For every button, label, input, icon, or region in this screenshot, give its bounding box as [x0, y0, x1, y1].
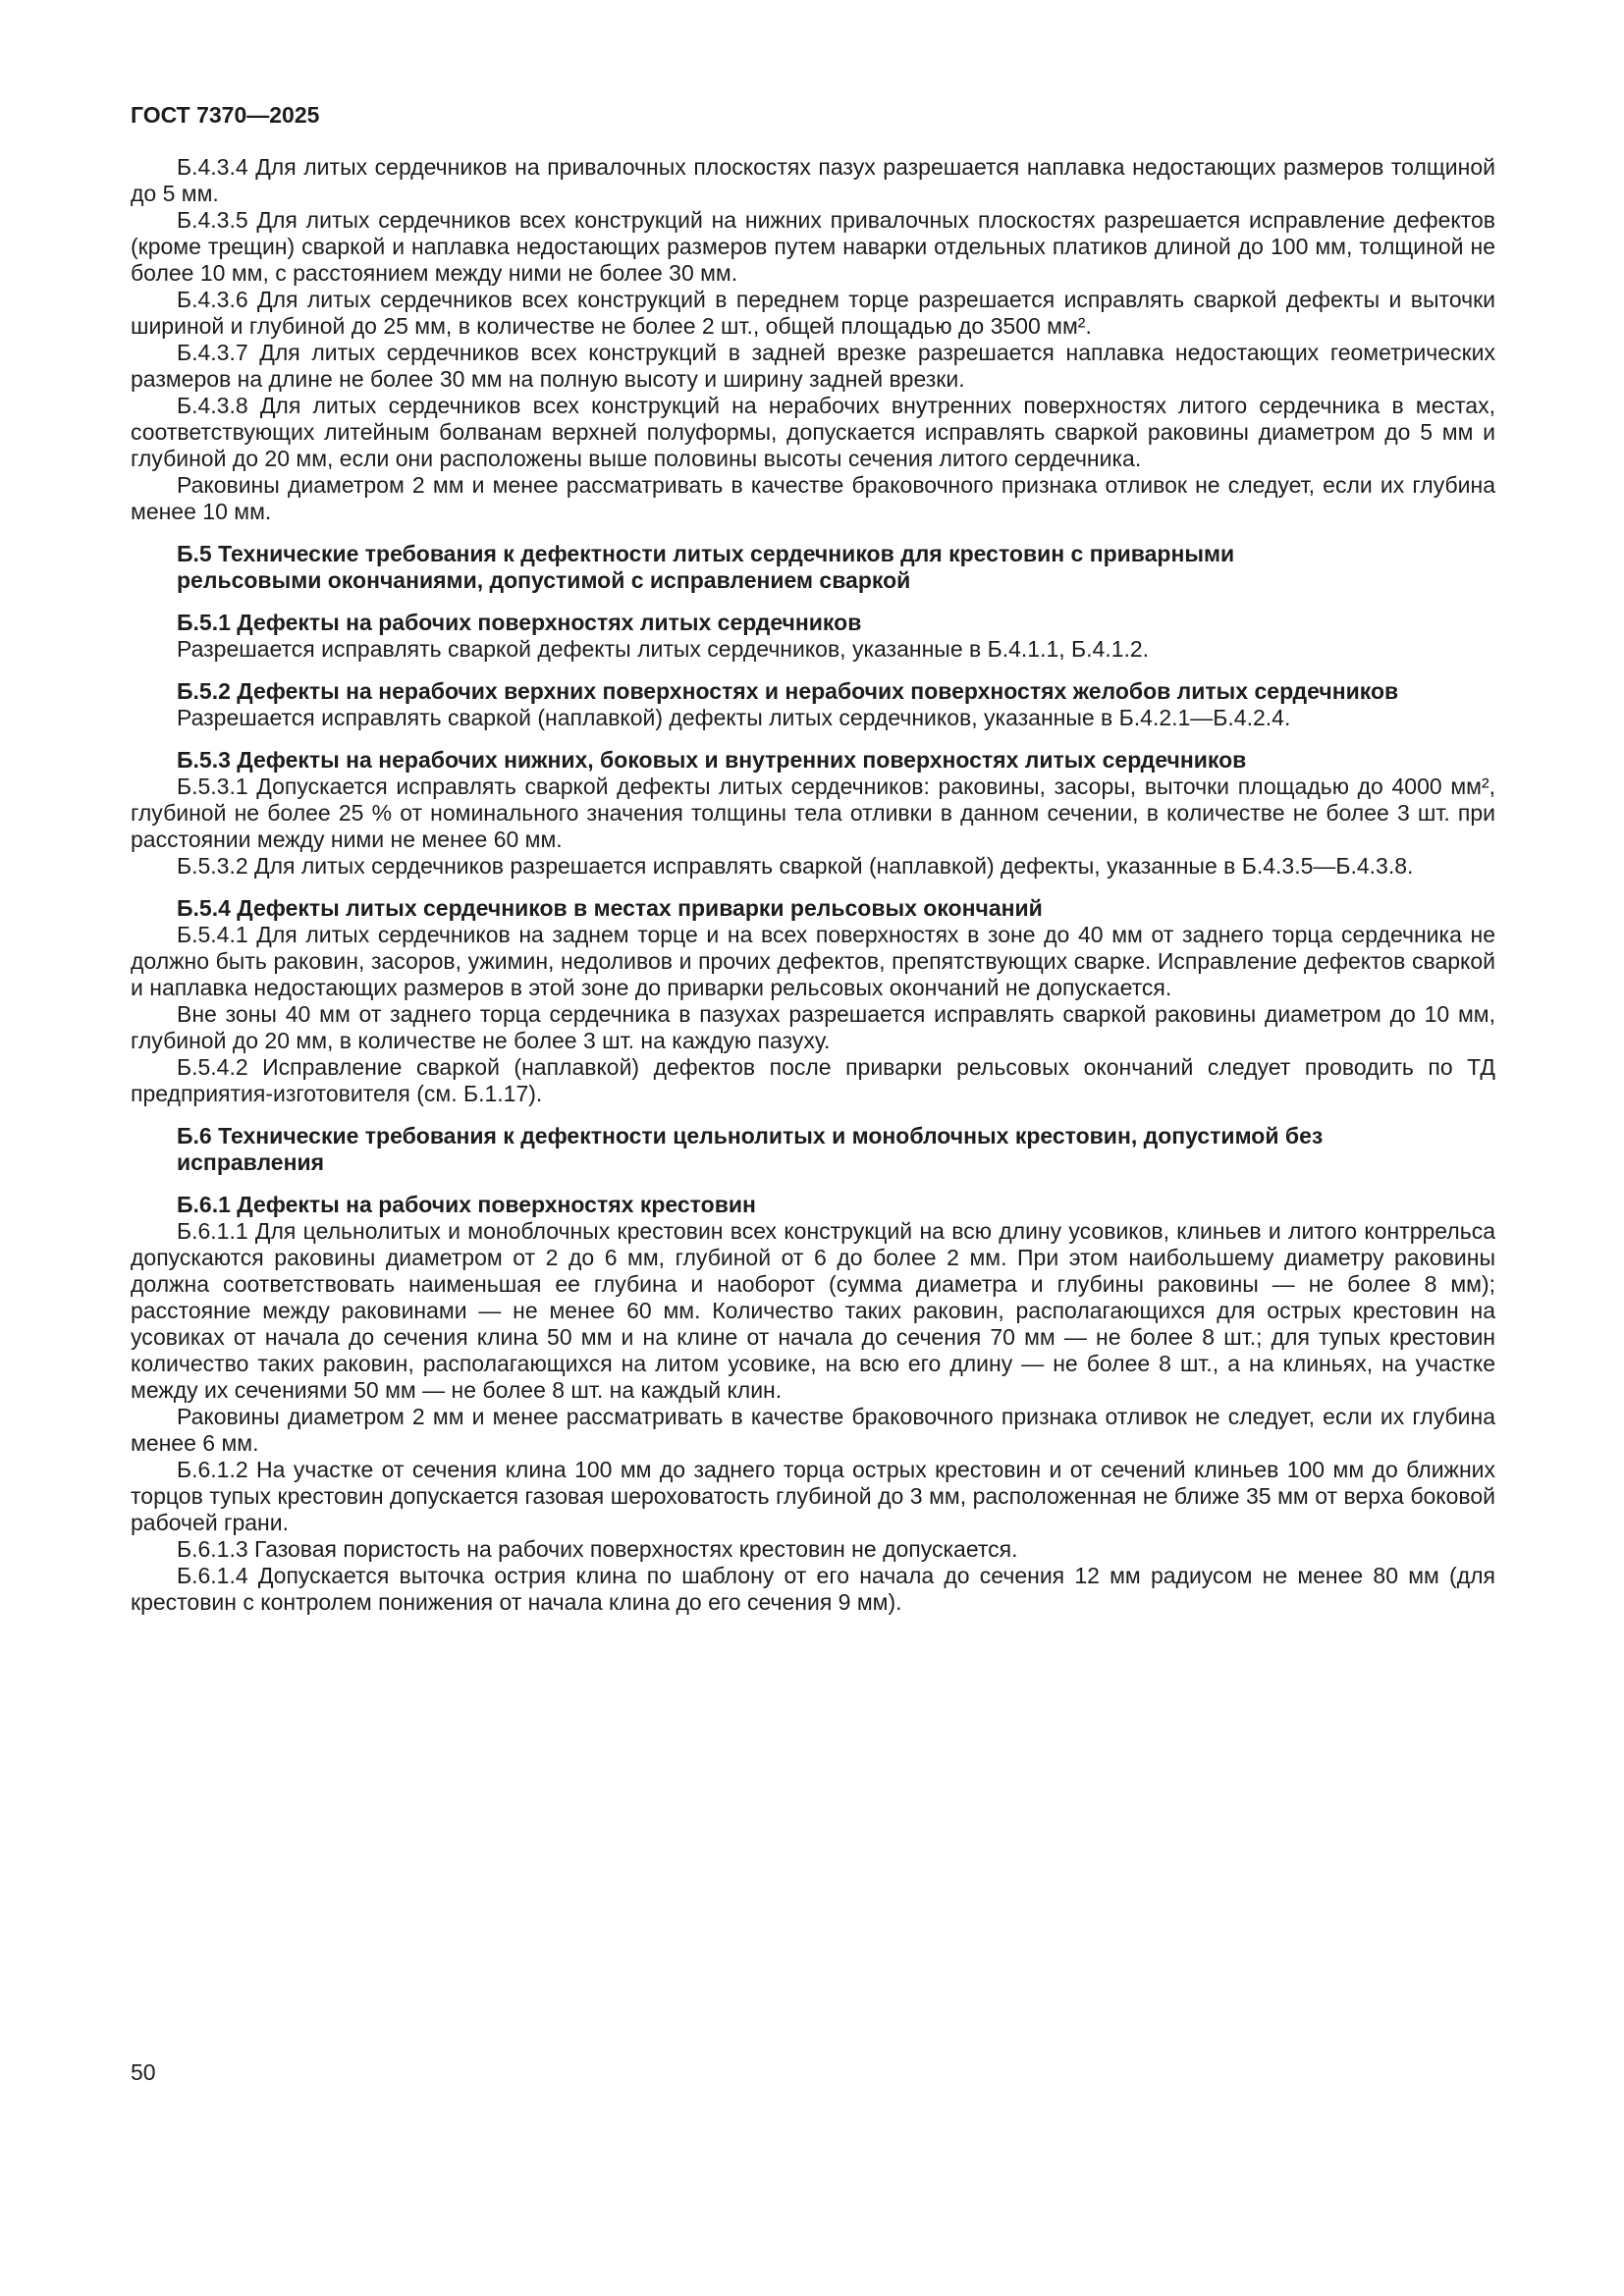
heading-b5-3: Б.5.3 Дефекты на нерабочих нижних, боковых и внутренних поверхностях литых сердечников: [177, 747, 1247, 773]
heading-b5-1: Б.5.1 Дефекты на рабочих поверхностях литых сердечников: [177, 610, 862, 635]
document-header: ГОСТ 7370—2025: [131, 102, 320, 128]
para-b434: Б.4.3.4 Для литых сердечников на привалочных плоскостях пазух разрешается наплавка недостающих размеров толщиной до 5 мм.: [131, 154, 1495, 206]
para-b437: Б.4.3.7 Для литых сердечников всех конструкций в задней врезке разрешается наплавка недостающих геометрических размеров на длине не более 30 мм на полную высоту и ширину задней врезки.: [131, 340, 1495, 392]
para-b541: Б.5.4.1 Для литых сердечников на заднем торце и на всех поверхностях в зоне до 40 мм от заднего торца сердечника не должно быть раковин, засоров, ужимин, недоливов и прочих дефектов, препятствующих сварке. Исправление дефектов сваркой и наплавка недостающих размеров в этой зоне до приварки рельсовых окончаний не допускается.: [131, 922, 1495, 1000]
para-b436: Б.4.3.6 Для литых сердечников всех конструкций в переднем торце разрешается исправлять сваркой дефекты и выточки шириной и глубиной до 25 мм, в количестве не более 2 шт., общей площадью до 3500 мм².: [131, 287, 1495, 339]
para-b612: Б.6.1.2 На участке от сечения клина 100 мм до заднего торца острых крестовин и от сечений клиньев 100 мм до ближних торцов тупых крестовин допускается газовая шероховатость глубиной до 3 мм, расположенная не ближе 35 мм от верха боковой рабочей грани.: [131, 1457, 1495, 1535]
page-number: 50: [131, 2059, 156, 2085]
para-shells-note-2: Раковины диаметром 2 мм и менее рассматривать в качестве браковочного признака отливок не следует, если их глубина менее 6 мм.: [131, 1404, 1495, 1456]
heading-b6: Б.6 Технические требования к дефектности цельнолитых и моноблочных крестовин, допустимой без исправления: [177, 1123, 1324, 1175]
para-shells-note-1: Раковины диаметром 2 мм и менее рассматривать в качестве браковочного признака отливок не следует, если их глубина менее 10 мм.: [131, 472, 1495, 524]
para-b542: Б.5.4.2 Исправление сваркой (наплавкой) дефектов после приварки рельсовых окончаний следует проводить по ТД предприятия-изготовителя (см. Б.1.17).: [131, 1054, 1495, 1106]
heading-b5: Б.5 Технические требования к дефектности литых сердечников для крестовин с приварными рельсовыми окончаниями, допустимой с исправлением сваркой: [177, 541, 1235, 593]
para-b613: Б.6.1.3 Газовая пористость на рабочих поверхностях крестовин не допускается.: [177, 1536, 1018, 1562]
para-b51-text: Разрешается исправлять сваркой дефекты литых сердечников, указанные в Б.4.1.1, Б.4.1.2.: [177, 636, 1150, 662]
para-b438: Б.4.3.8 Для литых сердечников всех конструкций на нерабочих внутренних поверхностях литого сердечника в местах, соответствующих литейным болванам верхней полуформы, допускается исправлять сваркой раковины диаметром до 5 мм и глубиной до 20 мм, если они расположены выше половины высоты сечения литого сердечника.: [131, 393, 1495, 471]
document-content: [131, 102, 1495, 1616]
para-b435: Б.4.3.5 Для литых сердечников всех конструкций на нижних привалочных плоскостях разрешается исправление дефектов (кроме трещин) сваркой и наплавка недостающих размеров путем наварки отдельных платиков длиной до 100 мм, толщиной не более 10 мм, с расстоянием между ними не более 30 мм.: [131, 207, 1495, 286]
heading-b6-1: Б.6.1 Дефекты на рабочих поверхностях крестовин: [177, 1192, 756, 1217]
para-b531: Б.5.3.1 Допускается исправлять сваркой дефекты литых сердечников: раковины, засоры, выточки площадью до 4000 мм², глубиной не более 25 % от номинального значения толщины тела отливки в данном сечении, в количестве не более 3 шт. при расстоянии между ними не менее 60 мм.: [131, 774, 1495, 852]
para-b611: Б.6.1.1 Для цельнолитых и моноблочных крестовин всех конструкций на всю длину усовиков, клиньев и литого контррельса допускаются раковины диаметром от 2 до 6 мм, глубиной от 6 до более 2 мм. При этом наибольшему диаметру раковины должна соответствовать наименьшая ее глубина и наоборот (сумма диаметра и глубины раковины — не более 8 мм); расстояние между раковинами — не менее 60 мм. Количество таких раковин, располагающихся для острых крестовин на усовиках от начала до сечения клина 50 мм и на клине от начала до сечения 70 мм — не более 8 шт.; для тупых крестовин количество таких раковин, располагающихся на литом усовике, на всю его длину — не более 8 шт., а на клиньях, на участке между их сечениями 50 мм — не более 8 шт. на каждый клин.: [131, 1218, 1495, 1403]
para-b541-note: Вне зоны 40 мм от заднего торца сердечника в пазухах разрешается исправлять сваркой раковины диаметром до 10 мм, глубиной до 20 мм, в количестве не более 3 шт. на каждую пазуху.: [131, 1001, 1495, 1053]
heading-b5-2: Б.5.2 Дефекты на нерабочих верхних поверхностях и нерабочих поверхностях желобов литых сердечников: [177, 678, 1399, 704]
para-b614: Б.6.1.4 Допускается выточка острия клина по шаблону от его начала до сечения 12 мм радиусом не менее 80 мм (для крестовин с контролем понижения от начала клина до его сечения 9 мм).: [131, 1563, 1495, 1615]
heading-b5-4: Б.5.4 Дефекты литых сердечников в местах приварки рельсовых окончаний: [177, 895, 1043, 921]
para-b52-text: Разрешается исправлять сваркой (наплавкой) дефекты литых сердечников, указанные в Б.4.2.1—Б.4.2.4.: [177, 705, 1291, 730]
para-b532: Б.5.3.2 Для литых сердечников разрешается исправлять сваркой (наплавкой) дефекты, указанные в Б.4.3.5—Б.4.3.8.: [177, 853, 1414, 879]
